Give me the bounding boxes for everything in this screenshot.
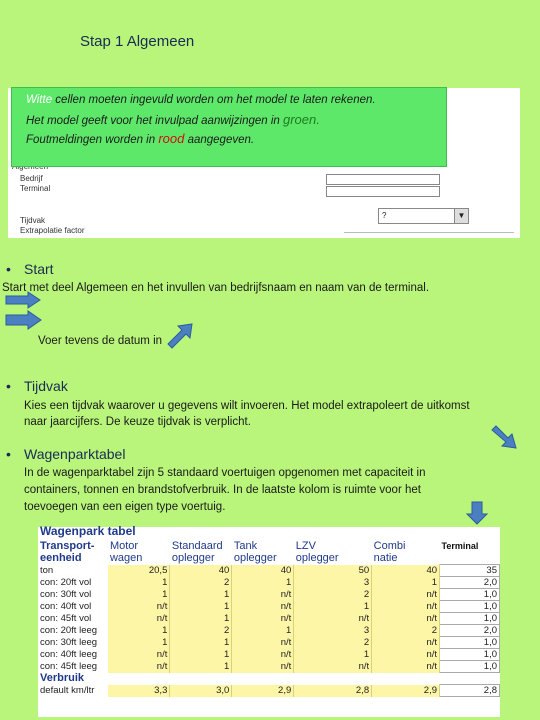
- terminal-cell[interactable]: 2,0: [440, 577, 500, 589]
- terminal-cell[interactable]: 2,0: [440, 625, 500, 637]
- table-cell[interactable]: n/t: [232, 613, 294, 625]
- table-cell[interactable]: 2: [294, 637, 372, 649]
- table-row: [38, 649, 500, 661]
- notice-line-2-prefix: Het model geeft voor het invulpad aanwijzingen in: [26, 115, 283, 127]
- start-text-date: Voer tevens de datum in: [38, 335, 163, 347]
- table-cell[interactable]: 40: [170, 565, 232, 577]
- table-cell[interactable]: n/t: [294, 661, 372, 673]
- col-header: LZV: [295, 540, 316, 552]
- table-cell[interactable]: n/t: [372, 661, 440, 673]
- bullet-start: •: [6, 261, 11, 277]
- table-cell[interactable]: 40: [372, 565, 440, 577]
- table-header-row-1: [38, 540, 500, 552]
- table-cell[interactable]: 3: [294, 577, 372, 589]
- row-label: con: 40ft leeg: [40, 649, 98, 660]
- row-label: ton: [40, 565, 54, 576]
- table-cell[interactable]: 3,0: [170, 685, 232, 697]
- table-cell[interactable]: 2,8: [294, 685, 372, 697]
- table-cell[interactable]: 1: [108, 625, 170, 637]
- table-cell[interactable]: n/t: [372, 589, 440, 601]
- row-label: con: 20ft leeg: [40, 625, 98, 636]
- table-cell[interactable]: 1: [108, 637, 170, 649]
- notice-line-2: [26, 112, 320, 127]
- table-row: [38, 613, 500, 625]
- bullet-tijdvak: •: [6, 378, 11, 394]
- table-cell[interactable]: 1: [108, 577, 170, 589]
- table-row: [38, 589, 500, 601]
- table-cell[interactable]: n/t: [108, 613, 170, 625]
- col-header: Standaard: [171, 540, 223, 552]
- row-label: default km/ltr: [40, 685, 95, 696]
- row-label: con: 30ft vol: [40, 589, 92, 600]
- table-cell[interactable]: n/t: [372, 601, 440, 613]
- wagenpark-grid: [38, 540, 500, 697]
- table-cell[interactable]: 1: [232, 577, 294, 589]
- notice-red-word: rood: [158, 131, 185, 146]
- table-cell[interactable]: n/t: [232, 589, 294, 601]
- wagenpark-heading: Wagenparktabel: [24, 446, 126, 462]
- row-label: con: 20ft vol: [40, 577, 92, 588]
- table-row: [38, 625, 500, 637]
- table-cell[interactable]: 2: [170, 577, 232, 589]
- col-header: [440, 552, 500, 565]
- row-label: con: 45ft leeg: [40, 661, 98, 672]
- table-cell[interactable]: n/t: [294, 613, 372, 625]
- table-cell[interactable]: 20,5: [108, 565, 170, 577]
- terminal-cell[interactable]: 1,0: [440, 589, 500, 601]
- table-cell[interactable]: 2,9: [372, 685, 440, 697]
- extrapolatie-label: Extrapolatie factor: [20, 226, 85, 235]
- table-cell[interactable]: 1: [170, 661, 232, 673]
- row-label: con: 45ft vol: [40, 613, 92, 624]
- table-cell[interactable]: 40: [232, 565, 294, 577]
- notice-white-word: Witte: [26, 94, 53, 106]
- table-cell[interactable]: 1: [170, 589, 232, 601]
- terminal-cell[interactable]: 2,8: [440, 685, 500, 697]
- col-header: Combi: [373, 540, 406, 552]
- notice-line-1: [26, 94, 376, 106]
- page-title: Stap 1 Algemeen: [80, 33, 195, 50]
- table-cell[interactable]: 1: [170, 637, 232, 649]
- arrow-right-icon: [4, 291, 44, 309]
- col-header: oplegger: [171, 552, 215, 565]
- instruction-notice: [11, 87, 447, 167]
- terminal-cell[interactable]: 1,0: [440, 661, 500, 673]
- divider: [344, 232, 514, 233]
- table-cell[interactable]: n/t: [372, 613, 440, 625]
- arrow-down-right-icon: [488, 422, 520, 452]
- bullet-wagenpark: •: [6, 446, 11, 462]
- table-cell[interactable]: 2: [170, 625, 232, 637]
- col-header: natie: [373, 552, 398, 565]
- table-row: [38, 601, 500, 613]
- bedrijf-input[interactable]: [326, 174, 440, 185]
- wagenpark-table: [38, 524, 500, 717]
- table-cell[interactable]: 1: [294, 649, 372, 661]
- tijdvak-select-value: ?: [382, 211, 387, 220]
- tijdvak-text-2: naar jaarcijfers. De keuze tijdvak is verplicht.: [24, 416, 251, 428]
- tijdvak-label: Tijdvak: [20, 216, 46, 225]
- default-row: [38, 685, 500, 697]
- row-label: con: 40ft vol: [40, 601, 92, 612]
- verbruik-row: [38, 673, 500, 685]
- table-cell[interactable]: 1: [170, 601, 232, 613]
- wagenpark-table-title: Wagenpark tabel: [40, 524, 136, 538]
- notice-green-word: groen.: [283, 112, 320, 127]
- table-cell[interactable]: n/t: [232, 661, 294, 673]
- table-cell[interactable]: 1: [170, 649, 232, 661]
- chevron-down-icon[interactable]: ▼: [454, 209, 468, 223]
- arrow-right-icon: [4, 310, 44, 330]
- start-text: Start met deel Algemeen en het invullen van bedrijfsnaam en naam van de terminal.: [2, 282, 430, 294]
- table-cell[interactable]: n/t: [108, 601, 170, 613]
- terminal-label: Terminal: [20, 184, 51, 193]
- col-header: Terminal: [441, 541, 479, 551]
- col-header: Transport-: [40, 540, 95, 552]
- wagenpark-text-1: In de wagenparktabel zijn 5 standaard voertuigen opgenomen met capaciteit in: [24, 467, 426, 479]
- terminal-input[interactable]: [326, 186, 440, 197]
- table-cell[interactable]: 2: [294, 589, 372, 601]
- tijdvak-select[interactable]: [378, 208, 469, 224]
- table-cell[interactable]: 3,3: [108, 685, 170, 697]
- terminal-cell[interactable]: 1,0: [440, 637, 500, 649]
- notice-line-3-prefix: Foutmeldingen worden in: [26, 134, 159, 146]
- terminal-cell[interactable]: 1,0: [440, 601, 500, 613]
- tijdvak-text-1: Kies een tijdvak waarover u gegevens wilt invoeren. Het model extrapoleert de uitkomst: [24, 400, 470, 412]
- start-heading: Start: [24, 261, 54, 277]
- table-cell[interactable]: 1: [108, 589, 170, 601]
- arrow-up-right-icon: [164, 320, 196, 352]
- table-row: [38, 565, 500, 577]
- terminal-cell[interactable]: 35: [440, 565, 500, 577]
- terminal-cell[interactable]: 1,0: [440, 649, 500, 661]
- table-cell[interactable]: n/t: [108, 649, 170, 661]
- col-header: Motor: [109, 540, 139, 552]
- table-cell[interactable]: 1: [170, 613, 232, 625]
- table-cell[interactable]: n/t: [232, 649, 294, 661]
- table-row: [38, 661, 500, 673]
- table-cell[interactable]: 1: [232, 625, 294, 637]
- notice-line-3-suffix: aangegeven.: [184, 134, 255, 146]
- table-cell[interactable]: n/t: [372, 637, 440, 649]
- table-cell[interactable]: n/t: [232, 601, 294, 613]
- table-cell[interactable]: 1: [372, 577, 440, 589]
- notice-line-1-rest: cellen moeten ingevuld worden om het model te laten rekenen.: [52, 94, 376, 106]
- wagenpark-text-3: toevoegen van een eigen type voertuig.: [24, 501, 226, 513]
- col-header: oplegger: [233, 552, 277, 565]
- col-header: eenheid: [40, 552, 82, 565]
- col-header: oplegger: [295, 552, 339, 565]
- arrow-down-icon: [465, 500, 489, 526]
- row-label: con: 30ft leeg: [40, 637, 98, 648]
- table-cell[interactable]: n/t: [372, 649, 440, 661]
- table-cell[interactable]: 3: [294, 625, 372, 637]
- terminal-cell[interactable]: 1,0: [440, 613, 500, 625]
- notice-line-3: [26, 131, 254, 146]
- tijdvak-heading: Tijdvak: [24, 378, 68, 394]
- table-cell[interactable]: 2,9: [232, 685, 294, 697]
- wagenpark-text-2: containers, tonnen en brandstofverbruik. In de laatste kolom is ruimte voor het: [24, 484, 421, 496]
- col-header: Tank: [233, 540, 258, 552]
- verbruik-label: Verbruik: [40, 672, 85, 684]
- table-cell[interactable]: 2: [372, 625, 440, 637]
- table-cell[interactable]: 50: [294, 565, 372, 577]
- table-cell[interactable]: n/t: [232, 637, 294, 649]
- table-row: [38, 577, 500, 589]
- bedrijf-label: Bedrijf: [20, 174, 43, 183]
- table-row: [38, 637, 500, 649]
- table-cell[interactable]: n/t: [108, 661, 170, 673]
- table-header-row-2: [38, 552, 500, 565]
- col-header: wagen: [109, 552, 143, 565]
- table-cell[interactable]: 1: [294, 601, 372, 613]
